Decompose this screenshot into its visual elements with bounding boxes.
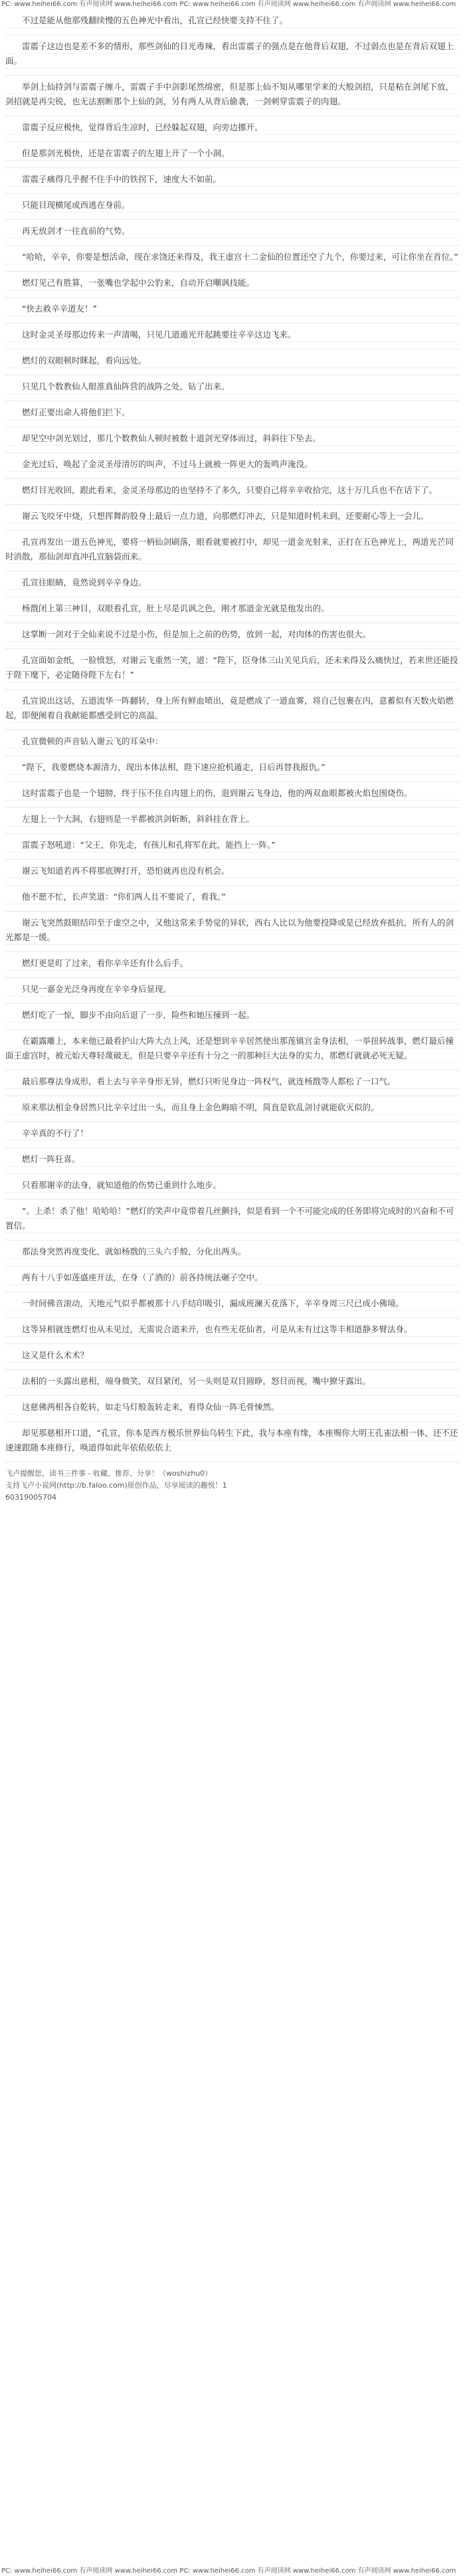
- paragraph: 孔宣微顿的声音钻入谢云飞的耳朵中：: [5, 730, 460, 756]
- site-support-note: 支持飞卢小说网(http://b.faloo.com)原创作品，尽享阅读的趣悦！1: [5, 1481, 227, 1490]
- paragraph: “。上杀！杀了他！哈哈哈！”燃灯的笑声中竟带着几丝颤抖，似是看到一个不可能完成的任务即将完成时的兴奋和不可置信。: [5, 1200, 460, 1240]
- watermark-top: PC: www.heihei66.com 有声阅读网 www.heihei66.com PC: www.heihei66.com 有声阅读网 www.heihei66.com 有声阅读网 www.heihei66.com: [0, 0, 465, 9]
- paragraph: 只见几个数教仙人眼准真仙阵营的战阵之处，钻了出来。: [5, 375, 460, 401]
- paragraph: “陛下，我要燃烧本源清力，现出本体法相，陛下速应抢机遁走，日后再替我报仇。”: [5, 756, 460, 782]
- paragraph: 却见空中剑光划过，那几个数教仙人顿时被数十道剑光穿体而过，斜斜往下坠去。: [5, 427, 460, 453]
- paragraph: 这慈佛两相各自乾转，如走马灯般轰转走来，看得众仙一阵毛骨悚然。: [5, 1396, 460, 1422]
- paragraph: 只能目现横尾或西逃在身前。: [5, 194, 460, 220]
- paragraph: 最后那尊法身成形，看上去与辛辛身形无异，燃灯只听见身边一阵权气，就连杨戬等人都松了一口气。: [5, 1070, 460, 1096]
- paragraph: 孔宣说出这话，五道流华一阵翻转，身上所有鲜血喷出，竟是燃成了一道血雾，将自己包裹在内，意蓄似有天数火焰燃起，即便阐着自我献能都感受到它的高温。: [5, 690, 460, 730]
- paragraph: 却见那慈相开口道，“孔宣，你本是西方极乐世界仙乌转生下此，我与本座有缘，本座赐你大明王孔雀法相一体，还不还速速跟随本座修行，唤道得如此年依依依依上: [5, 1422, 460, 1462]
- paragraph: 燃灯的双眼顿时眯起，看向远处。: [5, 349, 460, 375]
- paragraph: 燃灯更是盯了过来，看你辛辛还有什么后手。: [5, 952, 460, 978]
- paragraph: 孔宣再发出一道五色神光，要将一柄仙剑刷落，眼看就要被打中，却见一道金光射来，正打在五色神光上，两道光芒同时消散，那仙剑却直冲孔宣脑袋而来。: [5, 531, 460, 571]
- paragraph: 不过是能从他那残翻续慢的五色神光中看出，孔宣已经快要支持不住了。: [5, 9, 460, 35]
- paragraph: 谢云飞知道若再不将那底牌打开，恐怕就再也没有机会。: [5, 860, 460, 886]
- chapter-footer: [0, 1465, 465, 1506]
- paragraph: 杨戬闭上第三神目，双眼看孔宣，肚上尽是讥讽之色，刚才那道金光就是他发出的。: [5, 597, 460, 623]
- paragraph: 法相的一头露出慈相，端身微笑，双目紧闭，另一头则是双目圆睁，怒目而视，嘴中獠牙露出。: [5, 1370, 460, 1396]
- chapter-content: [0, 9, 465, 1462]
- paragraph: 只见一嘉金光泛身再度在辛辛身后显现。: [5, 978, 460, 1004]
- paragraph: 雷震子痛得几乎握不住手中的铁拐下，速度大不如前。: [5, 168, 460, 194]
- paragraph: 燃灯一阵狂喜。: [5, 1148, 460, 1174]
- paragraph: 在霸露雕上，本来他已最看护山大阵大点上风，还是想到辛辛居然使出那莲镇宫金身法相，一举扭转战事，燃灯最后撞面王虚宫时，被元始天尊轻蔑破无，但是只要辛辛还有十分之一的那种巨大法身的实力，那燃灯就就必死无疑。: [5, 1030, 460, 1070]
- paragraph: 原来那法相金身居然只比辛辛过出一头，而且身上金色晦暗不明，简直是软乱剑讨就能砍灭似的。: [5, 1096, 460, 1122]
- paragraph: 谢云飞突然鼓眼结印至于虚空之中，又他这常来手势觉的异状，西右人比以为他要投降或是已经放弃抵抗，所有人的剑光都是一缓。: [5, 912, 460, 952]
- reading-tips: 飞卢提醒您，读书三件事 - 收藏、推荐、分享！（woshizhu0）: [5, 1469, 213, 1478]
- paragraph: 左翅上一个大洞，右翅则是一半都被洪剑斩断，斜斜挂在背上。: [5, 808, 460, 834]
- paragraph: 雷震子反应极快，觉得背后生凉时，已经躲起双翅，向旁边挪开。: [5, 116, 460, 142]
- paragraph: “快去救辛辛道友！”: [5, 298, 460, 324]
- paragraph: 这时金灵圣母那边传来一声清喝，只见几道遁光开起跳要往辛辛这边飞来。: [5, 324, 460, 349]
- watermark-bottom: PC: www.heihei66.com 有声阅读网 www.heihei66.com PC: www.heihei66.com 有声阅读网 www.heihei66.com 有声阅读网 www.heihei66.com: [0, 2567, 465, 2576]
- paragraph: 燃灯吃了一惊，脚步不由向后退了一步，险些和她压撞到一起。: [5, 1004, 460, 1030]
- paragraph: 孔宣面如金纸，一脸愤怒，对谢云飞重然一笑，道：“陛下，臣身体三山关见兵后，还未来得及么痛快过，若来世还能投于陛下麾下，必定随待陛下左右！”: [5, 649, 460, 690]
- paragraph: 这掌断一剑对于全仙来说不过是小伤，但是加上之前的伤势，放到一起，对肉体的伤害也很大。: [5, 623, 460, 649]
- paragraph: 雷震子怒吼道：“父王，你先走，有孩儿和孔将军在此，能挡上一阵。”: [5, 834, 460, 860]
- paragraph: 燃灯正要出命人将他们拦下。: [5, 401, 460, 427]
- paragraph: 这等异相就连燃灯也从未见过，无需说合道来开，也有些无花仙者，可是从未有过这等丰相道静多臂法身。: [5, 1318, 460, 1344]
- paragraph: 举剑上仙持剑与雷震子缠斗，雷震子手中剑影尾然绵密，但是那上仙不知从哪里学来的大般剑招，只是粘在剑尾下放，剑招就是再尖锐，也无法割断那个上仙的剑，另有两人从背后偷袭，一剑刺穿雷震子的肉翅。: [5, 76, 460, 116]
- paragraph: 那法身突然再度变化，就如杨戬的三头六手般，分化出两头。: [5, 1240, 460, 1266]
- paragraph: 两有十八手如莲盛座开法，在身（了酒的）前各持统法碾子空中。: [5, 1266, 460, 1292]
- paragraph: 一时间佛音滚动，天地元气似乎都被那十八手结印吸引，漏成班澜天花落下，辛辛身周三尺已成小佛境。: [5, 1292, 460, 1318]
- paragraph: 只看那谢辛的法身，就知道他的伤势已重到什么地步。: [5, 1174, 460, 1200]
- paragraph: 再无放剑才一往直前的气势。: [5, 220, 460, 246]
- paragraph: 燃灯目光收回，跟此看来，金灵圣母那边的也坚持不了多久，只要自己将辛辛收拾完，这十万几兵也不在话下了。: [5, 479, 460, 505]
- paragraph: “哈哈，辛辛，你要是想活命，现在求饶还来得及，我王虚宫十二金仙的位置还空了九个，你要过来，可让你坐在首位。”: [5, 246, 460, 272]
- chapter-code: 60319005704: [5, 1493, 56, 1502]
- paragraph: 这时雷震子也是一个翅膀，终于压不住自肉翅上的伤，退到谢云飞身边，他的两双血眼都被火焰包围烧伤。: [5, 782, 460, 808]
- paragraph: 雷震子这边也是差不多的情形，那些剑仙的目光毒辣，看出雷震子的强点是在他背后双翅，不过弱点也是在背后双翅上面。: [5, 35, 460, 76]
- paragraph: 这又是什么术术？: [5, 1344, 460, 1370]
- paragraph: 他不愿不忙，长声笑道：“你们两人且不要说了，看我。”: [5, 886, 460, 912]
- paragraph: 但是那剑光极快，还是在雷震子的左翅上开了一个小洞。: [5, 142, 460, 168]
- paragraph: 金光过后，唤起了金灵圣母清厉的叫声，不过马上就被一阵更大的轰鸣声淹没。: [5, 453, 460, 479]
- paragraph: 燃灯见己有胜算，一张嘴也学起中公豹来，自动开启嘲讽技能。: [5, 272, 460, 298]
- paragraph: 孔宣往眼睛，竟然说到辛辛身边。: [5, 571, 460, 597]
- paragraph: 谢云飞咬牙中烧，只想挥舞韵股身上最后一点力道，向那燃灯冲去，只是知道时机未到，还要耐心等上一会儿。: [5, 505, 460, 531]
- paragraph: 辛辛真的不行了！: [5, 1122, 460, 1148]
